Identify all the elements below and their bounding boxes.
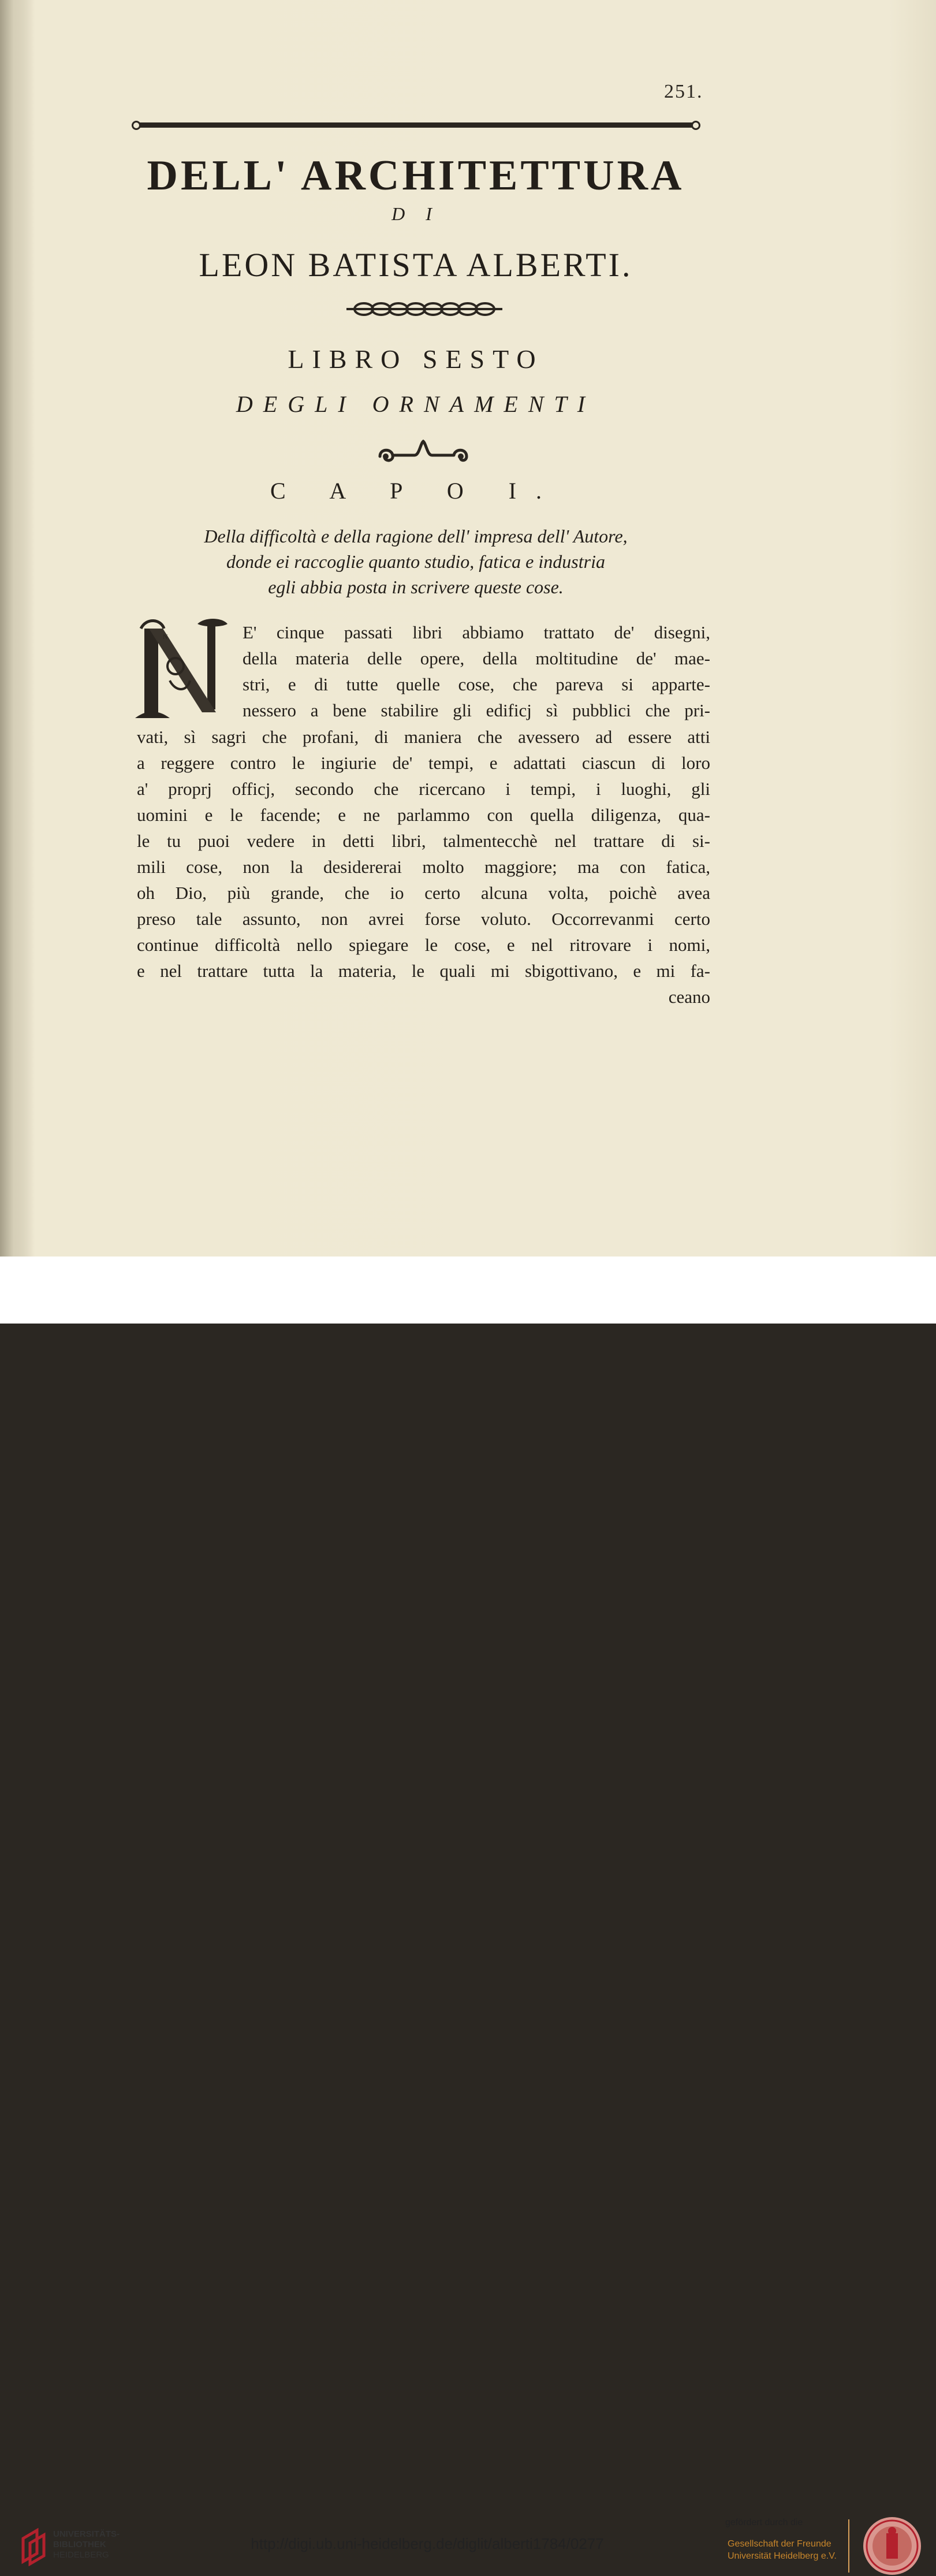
text-line: continue difficoltà nello spiegare le cose, e nel ritrovare i nomi, [137, 935, 710, 955]
funder-name-line: Gesellschaft der Freunde [728, 2539, 831, 2549]
library-name[interactable] [53, 2529, 120, 2560]
funder-name-line: Universität Heidelberg e.V. [728, 2551, 837, 2561]
text-line: e nel trattare tutta la materia, le quali mi sbigottivano, e mi fa- [137, 961, 710, 981]
chain-ornament-icon [346, 300, 502, 318]
library-name-line: HEIDELBERG [53, 2550, 109, 2560]
author-name: LEON BATISTA ALBERTI. [199, 246, 633, 284]
text-line: preso tale assunto, non avrei forse voluto. Occorrevanmi certo [137, 909, 710, 929]
viewer-footer [0, 1257, 936, 2561]
book-section-heading: LIBRO SESTO [288, 344, 544, 374]
text-line: le tu puoi vedere in detti libri, talmentecchè nel trattare di si- [137, 831, 710, 851]
library-logo-icon[interactable] [20, 2526, 52, 2566]
rule-end-left [132, 121, 141, 130]
book-subtitle: DEGLI ORNAMENTI [236, 391, 596, 417]
library-name-line: UNIVERSITÄTS- [53, 2529, 120, 2539]
catchword: ceano [668, 987, 710, 1007]
text-line: oh Dio, più grande, che io certo alcuna volta, poichè avea [137, 883, 710, 903]
rule-bar [137, 122, 695, 128]
page-binding-shadow [0, 0, 35, 1257]
decorated-initial-n-icon [135, 617, 233, 721]
title-di: D I [391, 203, 440, 224]
book-title: DELL' ARCHITETTURA [147, 152, 685, 199]
summary-line: donde ei raccoglie quanto studio, fatica e industria [226, 551, 605, 572]
text-line: vati, sì sagri che profani, di maniera che avessero ad essere atti [137, 727, 710, 747]
text-line: nessero a bene stabilire gli edificj sì pubblici che pri- [243, 700, 710, 720]
page-number: 251. [664, 81, 703, 102]
chapter-heading: C A P O I. [270, 478, 562, 504]
permalink-url[interactable]: http://digi.ub.uni-heidelberg.de/diglit/alberti1784/0277 [251, 2535, 604, 2552]
text-line: E' cinque passati libri abbiamo trattato de' disegni, [243, 622, 710, 642]
funded-by-label: gefördert durch die [725, 2518, 803, 2527]
text-line: della materia delle opere, della moltitudine de' mae- [243, 648, 710, 668]
text-line: a' proprj officj, secondo che ricercano i tempi, i luoghi, gli [137, 779, 710, 799]
scanned-page [0, 0, 936, 1257]
summary-line: Della difficoltà e della ragione dell' impresa dell' Autore, [204, 526, 628, 547]
funder-name[interactable] [728, 2538, 837, 2562]
rule-end-right [691, 121, 700, 130]
summary-line: egli abbia posta in scrivere queste cose. [268, 577, 564, 597]
initial-letter: N [163, 633, 168, 641]
text-line: uomini e le facende; e ne parlammo con quella diligenza, qua- [137, 805, 710, 825]
header-rule [132, 121, 700, 129]
text-line: a reggere contro le ingiurie de' tempi, e adattati ciascun di loro [137, 753, 710, 773]
footer-divider [848, 2519, 849, 2573]
text-line: stri, e di tutte quelle cose, che pareva si apparte- [243, 674, 710, 694]
text-line: mili cose, non la desidererai molto maggiore; ma con fatica, [137, 857, 710, 877]
scroll-ornament-icon [374, 438, 472, 467]
university-seal-icon[interactable] [862, 2516, 922, 2576]
library-name-line: BIBLIOTHEK [53, 2540, 106, 2549]
